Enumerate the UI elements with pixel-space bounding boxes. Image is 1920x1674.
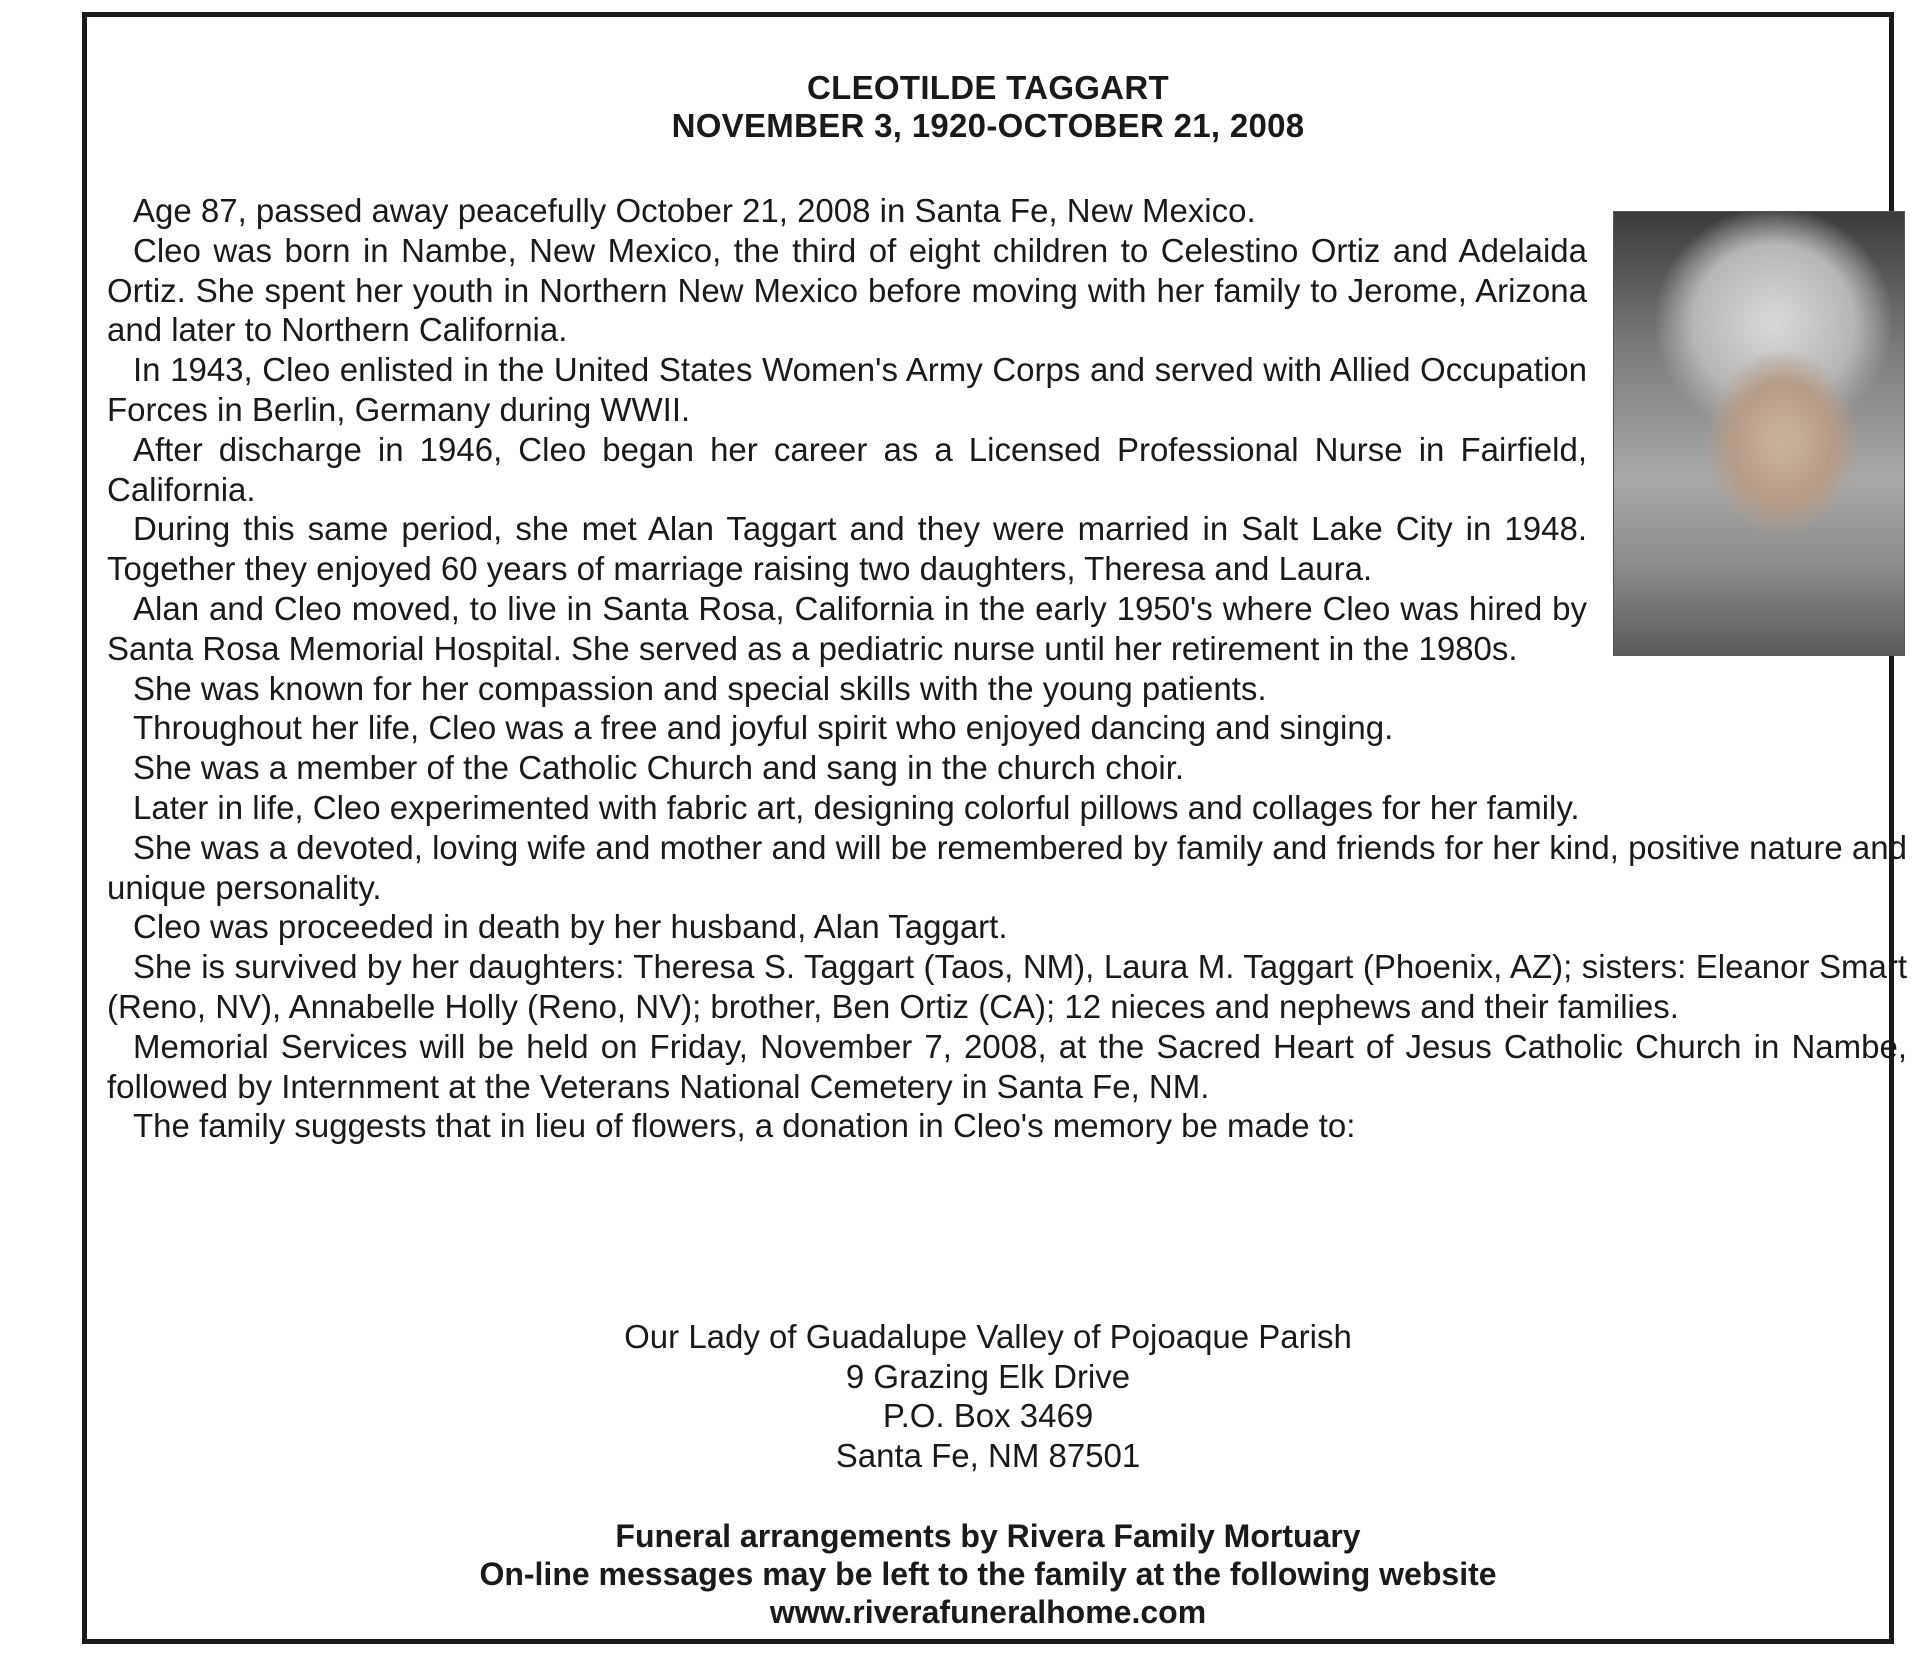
portrait-photo [1613,211,1905,656]
funeral-arrangements: Funeral arrangements by Rivera Family Mortuary [615,1518,1361,1554]
life-dates: NOVEMBER 3, 1920-OCTOBER 21, 2008 [671,107,1305,144]
paragraph-donation: The family suggests that in lieu of flowers, a donation in Cleo's memory be made to: [133,1107,1356,1145]
address-city: Santa Fe, NM 87501 [835,1436,1141,1474]
obituary-heading [87,69,1889,145]
obituary-body [107,191,1907,1146]
paragraph-spirit: Throughout her life, Cleo was a free and joyful spirit who enjoyed dancing and singing. [133,709,1394,747]
paragraph-memorial-services: Memorial Services will be held on Friday, November 7, 2008, at the Sacred Heart of Jesus Catholic Church in Nambe, followed by Internment at the Veterans National Cemetery in Santa Fe, NM. [107,1027,1907,1105]
paragraph-birth: Cleo was born in Nambe, New Mexico, the third of eight children to Celestino Ortiz and Adelaida Ortiz. She spent her youth in Northern New Mexico before moving with her family to Jerome, Arizona and later to Northern California. [107,231,1587,349]
obituary-frame [82,12,1907,1644]
paragraph-devoted: She was a devoted, loving wife and mother and will be remembered by family and friends for her kind, positive nature and unique personality. [107,828,1907,906]
paragraph-santa-rosa: Alan and Cleo moved, to live in Santa Rosa, California in the early 1950's where Cleo was hired by Santa Rosa Memorial Hospital. She served as a pediatric nurse until her retirement in the 1980s. [107,589,1587,667]
paragraph-fabric-art: Later in life, Cleo experimented with fabric art, designing colorful pillows and collages for her family. [133,788,1580,826]
paragraph-military: In 1943, Cleo enlisted in the United States Women's Army Corps and served with Allied Occupation Forces in Berlin, Germany during WWII. [107,351,1587,428]
website-link[interactable]: www.riverafuneralhome.com [769,1594,1207,1630]
decedent-name: CLEOTILDE TAGGART [807,69,1169,106]
paragraph-church: She was a member of the Catholic Church and sang in the church choir. [133,749,1185,787]
paragraph-survivors: She is survived by her daughters: Theresa S. Taggart (Taos, NM), Laura M. Taggart (Phoenix, AZ); sisters: Eleanor Smart (Reno, NV), Annabelle Holly (Reno, NV); brother, Ben Ortiz (CA); 12 nieces and nephews and their families. [107,948,1907,1025]
donation-address [87,1317,1889,1475]
online-messages-note: On-line messages may be left to the family at the following website [479,1556,1497,1592]
address-parish: Our Lady of Guadalupe Valley of Pojoaque Parish [624,1318,1352,1355]
paragraph-marriage: During this same period, she met Alan Taggart and they were married in Salt Lake City in 1948. Together they enjoyed 60 years of marriage raising two daughters, Theresa and Laura. [107,510,1587,588]
paragraph-preceded: Cleo was proceeded in death by her husband, Alan Taggart. [133,908,1008,946]
address-street: 9 Grazing Elk Drive [845,1357,1131,1395]
paragraph-compassion: She was known for her compassion and special skills with the young patients. [133,669,1267,707]
obituary-footer [87,1517,1889,1631]
paragraph-passing: Age 87, passed away peacefully October 21, 2008 in Santa Fe, New Mexico. [133,192,1256,229]
address-po-box: P.O. Box 3469 [882,1397,1094,1434]
paragraph-nursing-career: After discharge in 1946, Cleo began her career as a Licensed Professional Nurse in Fairfield, California. [107,430,1587,508]
